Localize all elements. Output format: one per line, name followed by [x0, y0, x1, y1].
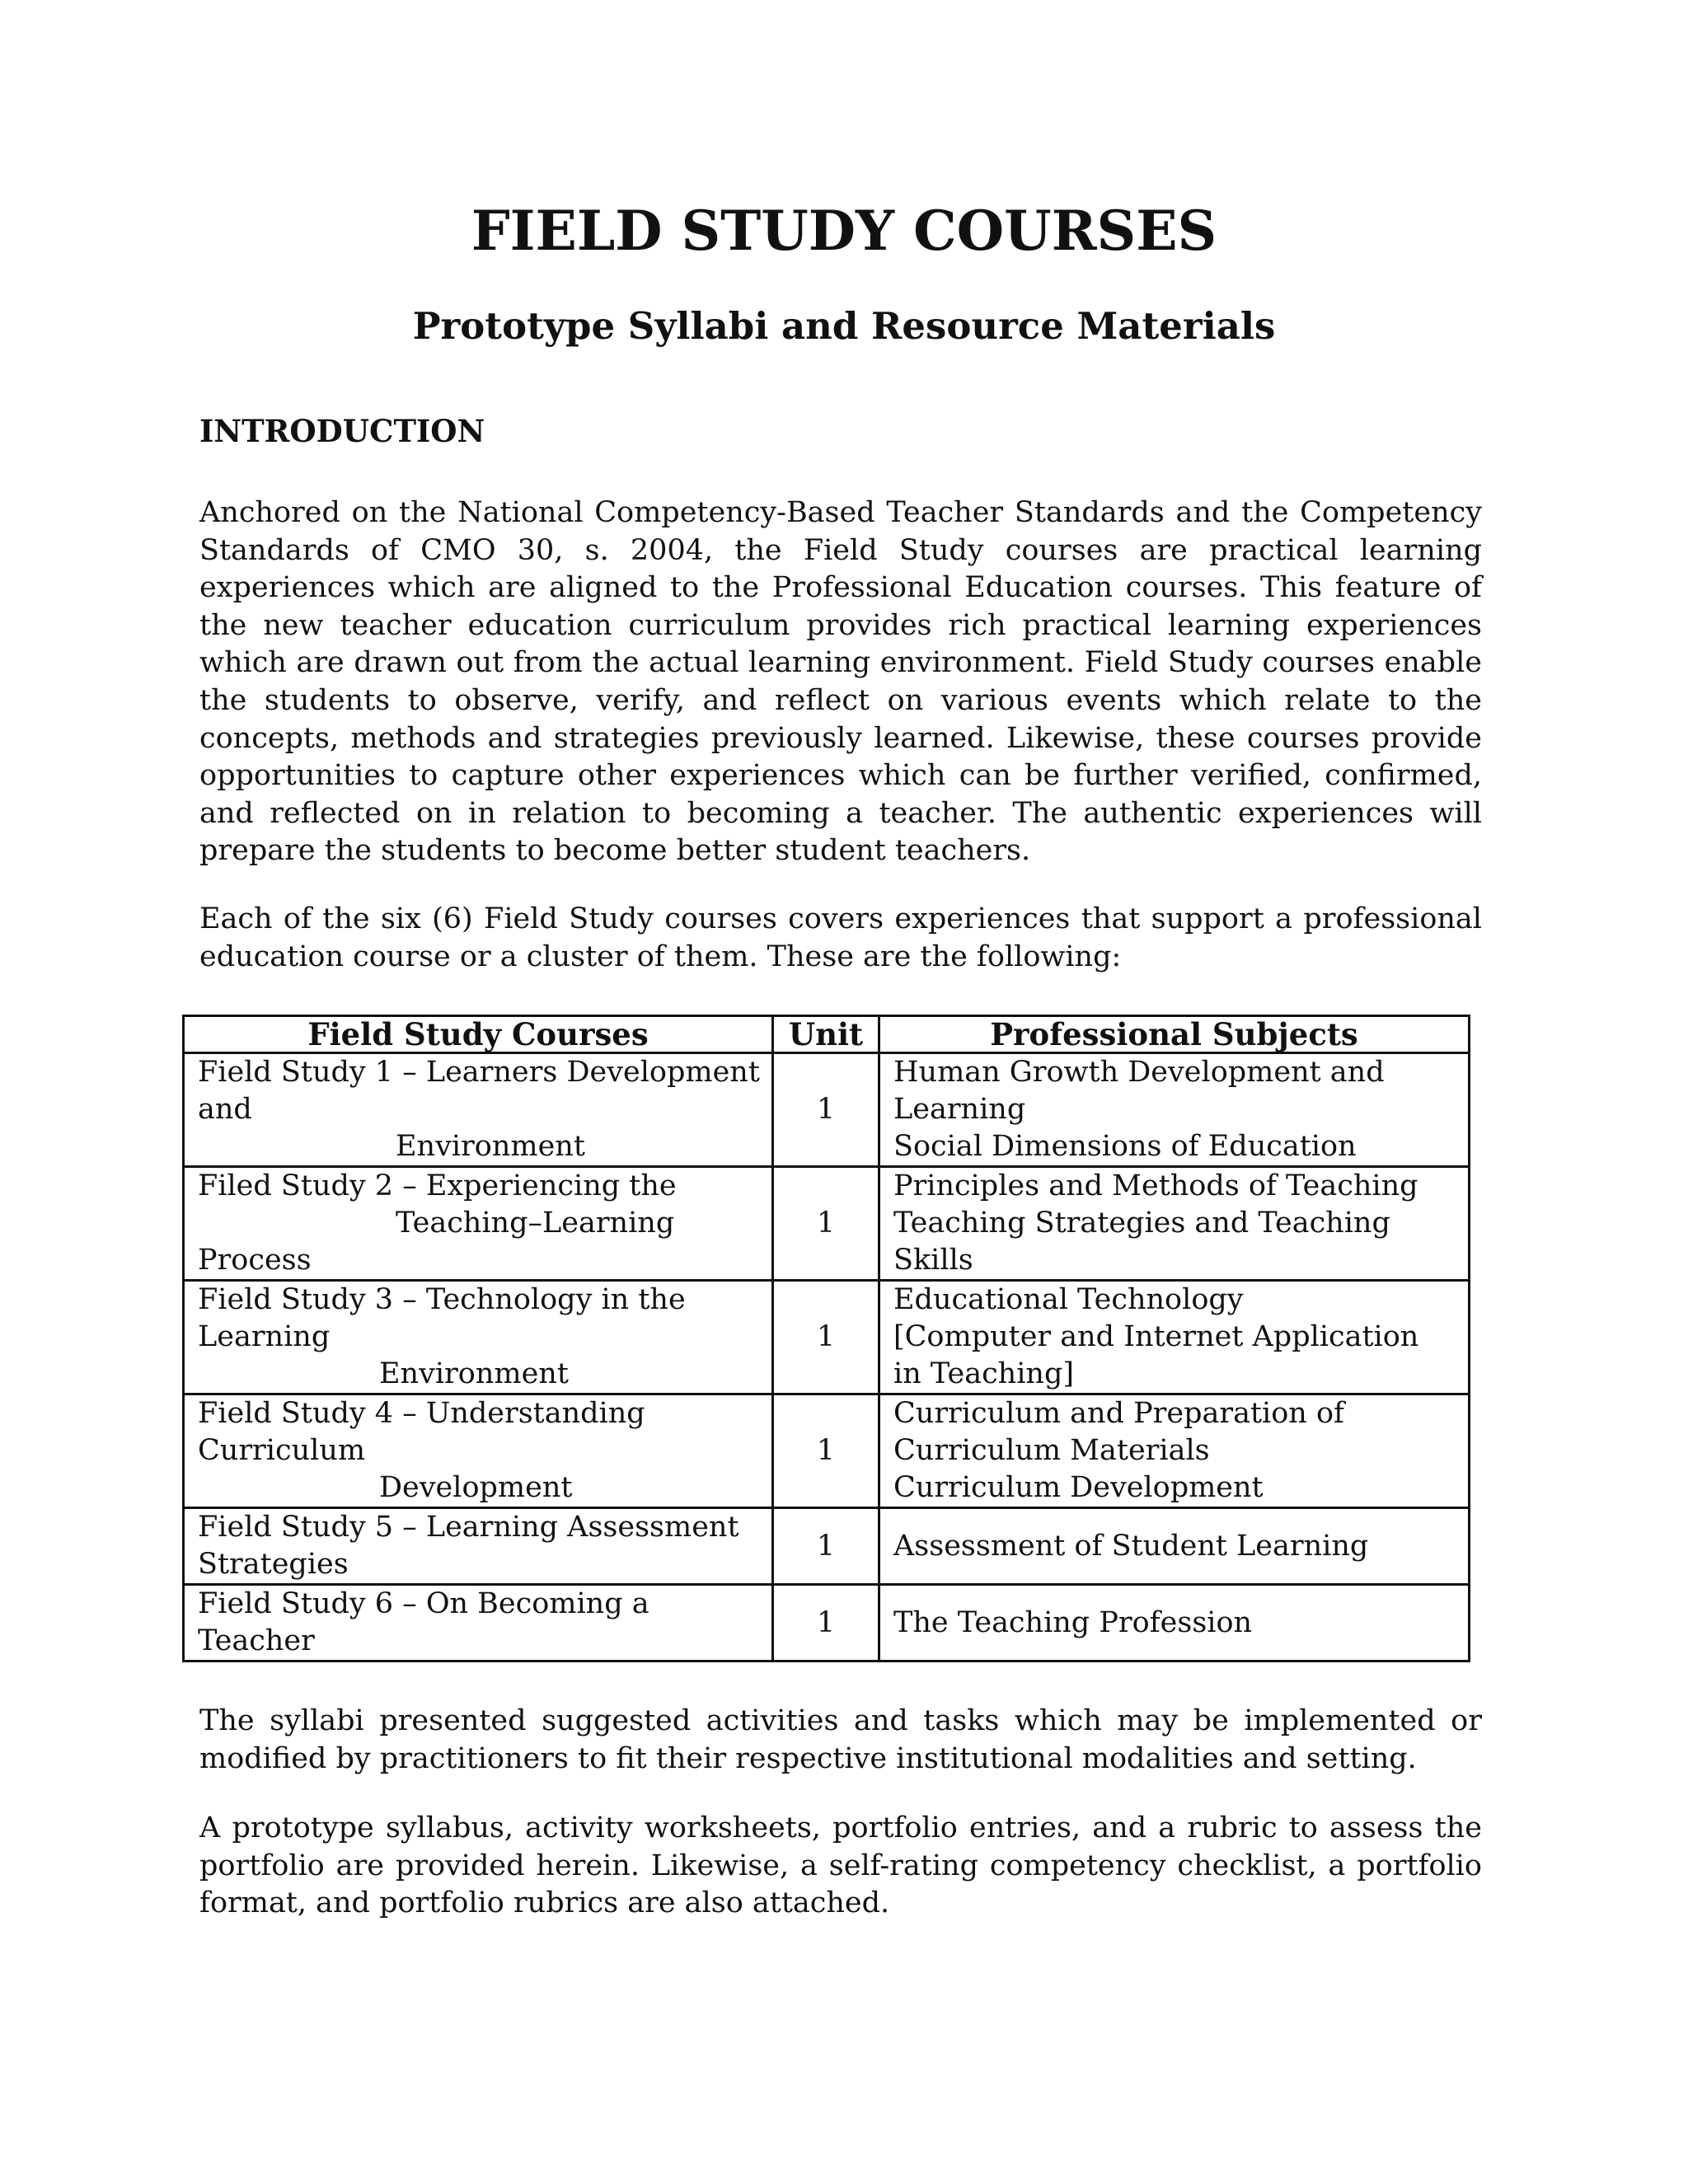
- course-line: Process: [198, 1244, 312, 1277]
- table-row: [184, 1167, 1470, 1281]
- page-subtitle: Prototype Syllabi and Resource Materials: [412, 304, 1276, 348]
- subject-line: Learning: [893, 1093, 1026, 1126]
- subjects-cell: [879, 1053, 1470, 1167]
- section-heading-introduction: INTRODUCTION: [199, 413, 485, 449]
- subject-line: [Computer and Internet Application: [893, 1320, 1419, 1353]
- course-line: Field Study 4 – Understanding: [198, 1397, 645, 1430]
- course-line: Environment: [396, 1130, 585, 1163]
- unit-cell: 1: [773, 1394, 879, 1508]
- table-row: [184, 1508, 1470, 1585]
- subjects-cell: [879, 1281, 1470, 1394]
- header-field-study-courses: Field Study Courses: [184, 1016, 773, 1053]
- intro-paragraph: Anchored on the National Competency-Based Teacher Standards and the Competency Standards of CMO 30, s. 2004, the Field Study courses are practical learning experiences which are aligned to the Professional Education courses. This feature of the new teacher education curriculum provides rich practical learning experiences which are drawn out from the actual learning environment. Field Study courses enable the students to observe, verify, and reflect on various events which relate to the concepts, methods and strategies previously learned. Likewise, these courses provide opportunities to capture other experiences which can be further verified, confirmed, and reflected on in relation to becoming a teacher. The authentic experiences will prepare the students to become better student teachers.: [199, 496, 1482, 868]
- course-line: Field Study 3 – Technology in the: [198, 1283, 686, 1316]
- subject-line: Curriculum Development: [893, 1471, 1264, 1504]
- course-line: Environment: [379, 1357, 569, 1390]
- course-line: Field Study 6 – On Becoming a: [198, 1587, 649, 1620]
- subject-line: Skills: [893, 1244, 973, 1277]
- subjects-cell: [879, 1585, 1470, 1661]
- field-study-courses-table: [182, 1015, 1470, 1662]
- course-cell: [184, 1167, 773, 1281]
- subjects-cell: [879, 1394, 1470, 1508]
- subject-line: Assessment of Student Learning: [893, 1529, 1369, 1563]
- subject-line: Curriculum and Preparation of: [893, 1397, 1344, 1430]
- syllabi-paragraph: The syllabi presented suggested activities and tasks which may be implemented or modified by practitioners to fit their respective institutional modalities and setting.: [199, 1704, 1482, 1775]
- course-line: Learning: [198, 1320, 331, 1353]
- unit-cell: 1: [773, 1167, 879, 1281]
- subject-line: in Teaching]: [893, 1357, 1075, 1390]
- unit-cell: 1: [773, 1053, 879, 1167]
- subjects-cell: [879, 1508, 1470, 1585]
- subject-line: Principles and Methods of Teaching: [893, 1169, 1418, 1202]
- table-row: [184, 1281, 1470, 1394]
- subject-line: Curriculum Materials: [893, 1434, 1210, 1467]
- unit-cell: 1: [773, 1508, 879, 1585]
- course-line: Field Study 5 – Learning Assessment: [198, 1511, 739, 1544]
- unit-cell: 1: [773, 1281, 879, 1394]
- course-line: Strategies: [198, 1548, 349, 1581]
- header-professional-subjects: Professional Subjects: [879, 1016, 1470, 1053]
- course-cell: [184, 1053, 773, 1167]
- course-line: Curriculum: [198, 1434, 366, 1467]
- course-line: Filed Study 2 – Experiencing the: [198, 1169, 677, 1202]
- subject-line: Human Growth Development and: [893, 1056, 1385, 1089]
- course-cell: [184, 1394, 773, 1508]
- subject-line: Educational Technology: [893, 1283, 1244, 1316]
- subject-line: Social Dimensions of Education: [893, 1130, 1357, 1163]
- subjects-cell: [879, 1167, 1470, 1281]
- table-row: [184, 1585, 1470, 1661]
- page-title: FIELD STUDY COURSES: [471, 199, 1217, 263]
- course-line: Development: [379, 1471, 573, 1504]
- table-row: [184, 1394, 1470, 1508]
- course-line: Teacher: [198, 1624, 315, 1657]
- table-header-row: [184, 1016, 1470, 1053]
- subject-line: Teaching Strategies and Teaching: [893, 1207, 1390, 1240]
- table-row: [184, 1053, 1470, 1167]
- course-cell: [184, 1585, 773, 1661]
- subject-line: The Teaching Profession: [893, 1605, 1253, 1639]
- six-courses-paragraph: Each of the six (6) Field Study courses covers experiences that support a professional education course or a cluster of them. These are the following:: [199, 902, 1482, 973]
- unit-cell: 1: [773, 1585, 879, 1661]
- course-line: and: [198, 1093, 252, 1126]
- course-line: Field Study 1 – Learners Development: [198, 1056, 760, 1089]
- course-cell: [184, 1281, 773, 1394]
- prototype-paragraph: A prototype syllabus, activity worksheets, portfolio entries, and a rubric to assess the portfolio are provided herein. Likewise, a self-rating competency checklist, a portfolio format, and portfolio rubrics are also attached.: [199, 1811, 1482, 1920]
- course-line: Teaching–Learning: [396, 1207, 675, 1240]
- header-unit: Unit: [773, 1016, 879, 1053]
- course-cell: [184, 1508, 773, 1585]
